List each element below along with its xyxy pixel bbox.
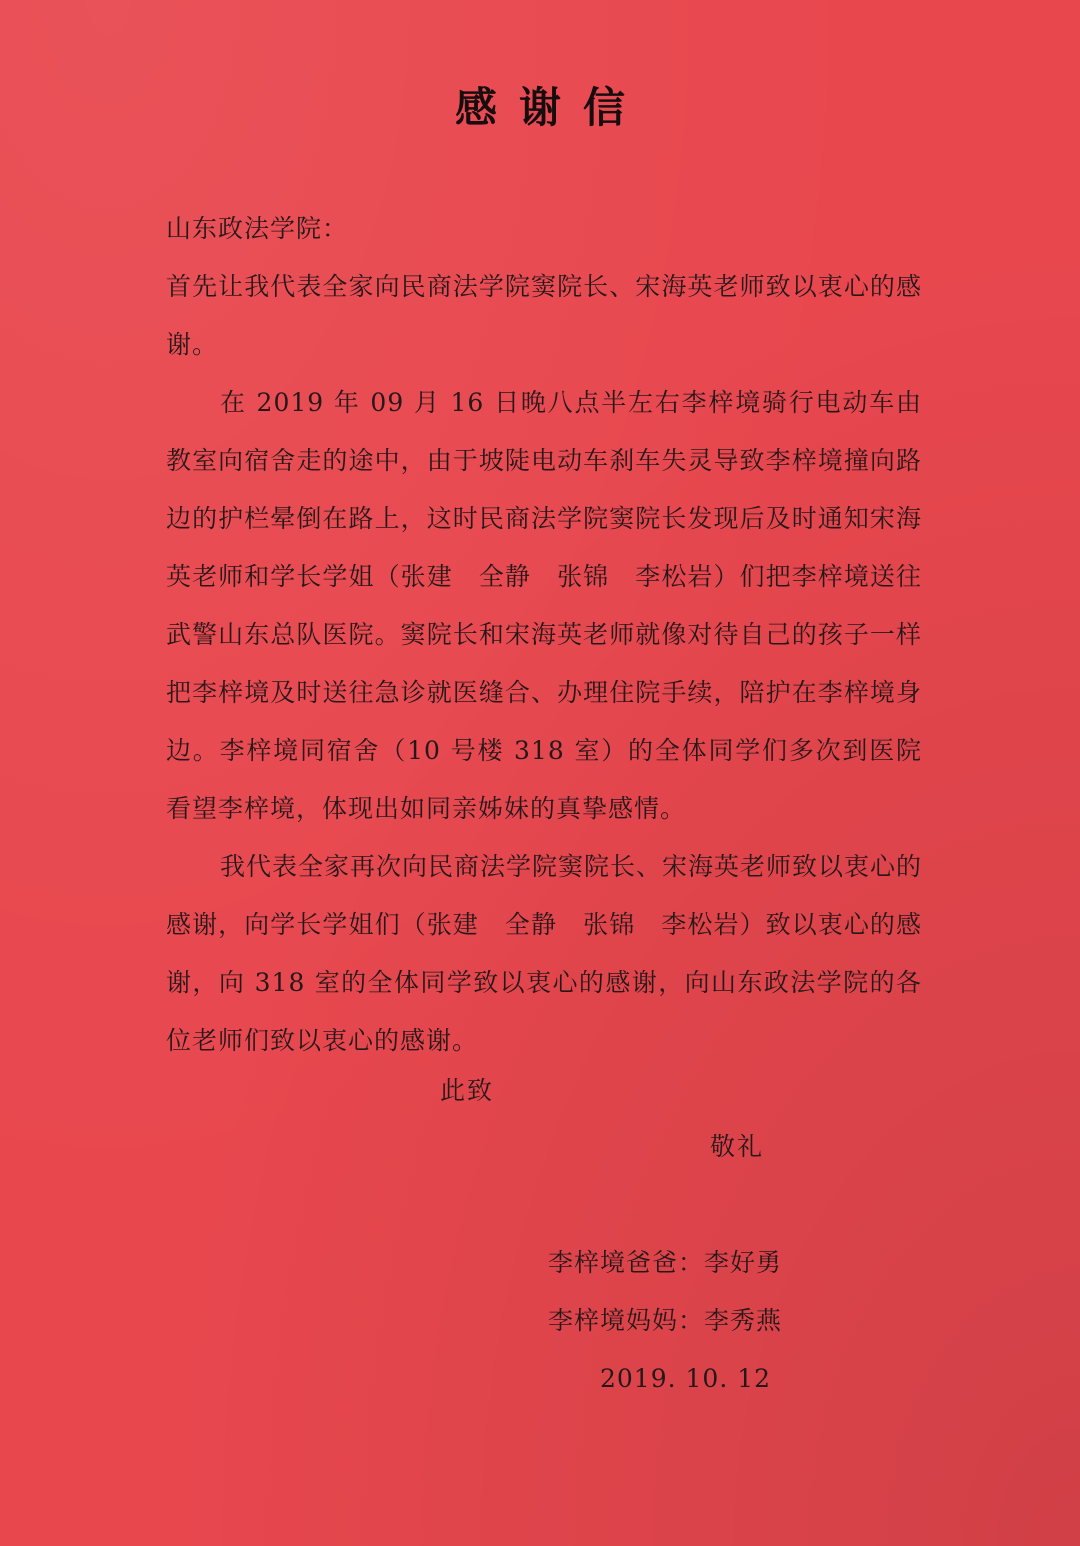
signature-father: 李梓境爸爸：李好勇 <box>548 1248 783 1277</box>
letter-paragraph-1: 首先让我代表全家向民商法学院窦院长、宋海英老师致以衷心的感谢。 <box>166 272 922 359</box>
letter-paragraph-2: 在 2019 年 09 月 16 日晚八点半左右李梓境骑行电动车由教室向宿舍走的途中，由于坡陡电动车刹车失灵导致李梓境撞向路边的护栏晕倒在路上，这时民商法学院窦院长发现后及时通知宋海英老师和学长学姐（张建 全静 张锦 李松岩）们把李梓境送往武警山东总队医院。窦院长和宋海英老师就像对待自己的孩子一样把李梓境及时送往急诊就医缝合、办理住院手续，陪护在李梓境身边。李梓境同宿舍（10 号楼 318 室）的全体同学们多次到医院看望李梓境，体现出如同亲姊妹的真挚感情。 <box>166 388 922 823</box>
letter-salutation: 山东政法学院： <box>166 214 349 243</box>
letter-paragraph-3: 我代表全家再次向民商法学院窦院长、宋海英老师致以衷心的感谢，向学长学姐们（张建 全静 张锦 李松岩）致以衷心的感谢，向 318 室的全体同学致以衷心的感谢，向山东政法学院的各位老师们致以衷心的感谢。 <box>166 852 923 1055</box>
letter-signatures <box>548 1234 782 1350</box>
letter-title: 感谢信 <box>454 83 647 132</box>
signature-mother: 李梓境妈妈：李秀燕 <box>548 1306 783 1335</box>
letter-regards: 敬礼 <box>710 1132 765 1161</box>
letter-date: 2019. 10. 12 <box>600 1364 772 1393</box>
letter-closing: 此致 <box>440 1076 495 1105</box>
letter-body <box>166 200 922 1070</box>
